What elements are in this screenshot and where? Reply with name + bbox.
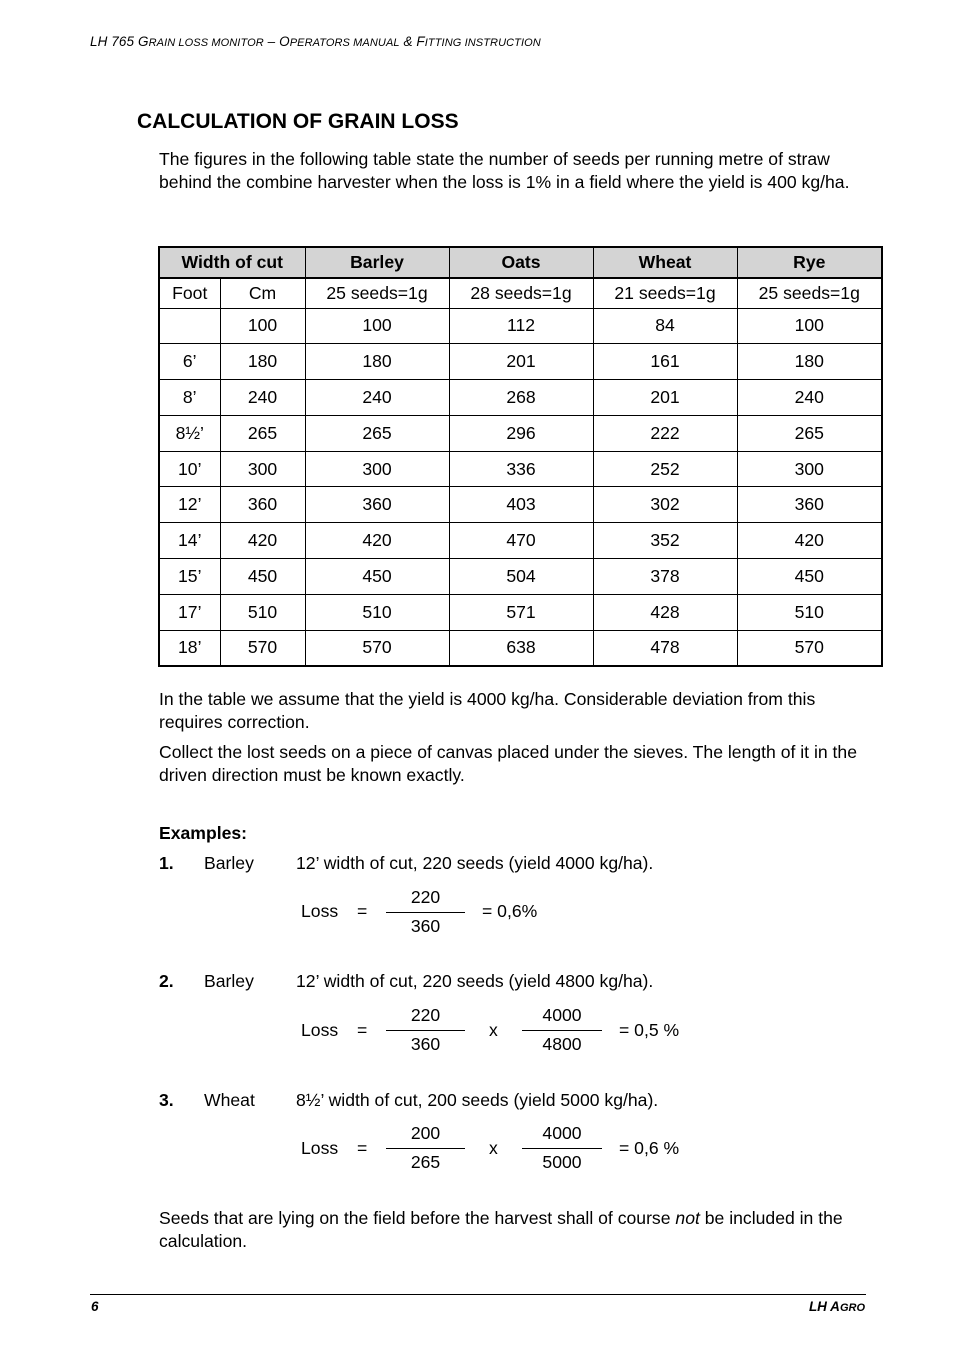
table-cell: 265 xyxy=(220,415,305,451)
example-description: 12’ width of cut, 220 seeds (yield 4800 kg/ha). xyxy=(296,971,654,991)
loss-result: = 0,6% xyxy=(482,901,538,921)
table-cell: 100 xyxy=(737,308,882,344)
table-cell: 252 xyxy=(593,451,737,487)
equals-sign: = xyxy=(357,901,368,921)
table-cell: 180 xyxy=(737,344,882,380)
table-cell: 180 xyxy=(220,344,305,380)
table-cell: 638 xyxy=(449,630,593,666)
example-crop: Barley xyxy=(204,971,254,991)
table-cell: 12’ xyxy=(159,487,220,523)
table-row xyxy=(159,594,882,630)
equals-sign: = xyxy=(357,1020,368,1040)
yield-note: In the table we assume that the yield is 4000 kg/ha. Considerable deviation from this requires correction. xyxy=(159,689,816,732)
table-cell: 378 xyxy=(593,559,737,595)
table-cell: 571 xyxy=(449,594,593,630)
table-cell: 8½’ xyxy=(159,415,220,451)
fraction-numerator: 4000 xyxy=(542,1123,582,1143)
table-cell: 336 xyxy=(449,451,593,487)
closing-text: be included in the calculation. xyxy=(159,1208,843,1251)
column-header: Rye xyxy=(737,247,882,278)
table-cell: 510 xyxy=(220,594,305,630)
example-crop: Barley xyxy=(204,853,254,873)
multiply-sign: x xyxy=(489,1138,498,1158)
table-row xyxy=(159,308,882,344)
table-cell: 112 xyxy=(449,308,593,344)
table-cell: 420 xyxy=(737,523,882,559)
loss-label: Loss xyxy=(301,1138,339,1158)
example-number: 3. xyxy=(159,1090,174,1110)
table-cell: 510 xyxy=(305,594,449,630)
table-cell: 570 xyxy=(737,630,882,666)
table-cell: 352 xyxy=(593,523,737,559)
table-cell: 420 xyxy=(220,523,305,559)
table-row xyxy=(159,523,882,559)
fraction-denominator: 4800 xyxy=(542,1034,582,1054)
table-cell: 504 xyxy=(449,559,593,595)
table-cell: 15’ xyxy=(159,559,220,595)
table-cell: 450 xyxy=(220,559,305,595)
example-number: 1. xyxy=(159,853,174,873)
table-cell: 100 xyxy=(305,308,449,344)
table-cell: 300 xyxy=(305,451,449,487)
table-cell: 302 xyxy=(593,487,737,523)
unit-cell: Cm xyxy=(220,278,305,308)
loss-label: Loss xyxy=(301,1020,339,1040)
table-cell: 240 xyxy=(220,380,305,416)
table-cell: 403 xyxy=(449,487,593,523)
fraction-denominator: 265 xyxy=(410,1152,441,1172)
unit-cell: 21 seeds=1g xyxy=(593,278,737,308)
fraction-bar xyxy=(522,1148,602,1149)
fraction-bar xyxy=(386,1148,465,1149)
fraction-numerator: 220 xyxy=(410,1005,441,1025)
intro-paragraph: The figures in the following table state the number of seeds per running metre of straw behind the combine harvester when the loss is 1% in a field where the yield is 400 kg/ha. xyxy=(159,149,850,192)
closing-paragraph xyxy=(159,1207,869,1252)
table-cell: 300 xyxy=(737,451,882,487)
unit-cell: 25 seeds=1g xyxy=(737,278,882,308)
table-cell: 161 xyxy=(593,344,737,380)
page-number: 6 xyxy=(91,1299,99,1314)
table-cell: 84 xyxy=(593,308,737,344)
table-cell: 450 xyxy=(305,559,449,595)
table-header-row xyxy=(159,247,882,278)
unit-cell: Foot xyxy=(159,278,220,308)
loss-result: = 0,5 % xyxy=(619,1020,680,1040)
table-row xyxy=(159,487,882,523)
table-cell: 570 xyxy=(305,630,449,666)
table-cell: 8’ xyxy=(159,380,220,416)
fraction-denominator: 360 xyxy=(410,1034,441,1054)
fraction-denominator: 5000 xyxy=(542,1152,582,1172)
table-row xyxy=(159,451,882,487)
closing-text: Seeds that are lying on the field before the harvest shall of course xyxy=(159,1208,676,1228)
table-cell: 17’ xyxy=(159,594,220,630)
fraction-numerator: 220 xyxy=(410,887,441,907)
fraction-numerator: 200 xyxy=(410,1123,441,1143)
table-cell: 268 xyxy=(449,380,593,416)
page-title: CALCULATION OF GRAIN LOSS xyxy=(137,110,459,133)
grain-loss-table xyxy=(158,246,883,667)
units-row xyxy=(159,278,882,308)
table-row xyxy=(159,559,882,595)
table-cell: 300 xyxy=(220,451,305,487)
table-cell: 240 xyxy=(737,380,882,416)
table-row xyxy=(159,630,882,666)
table-cell: 360 xyxy=(737,487,882,523)
table-cell: 265 xyxy=(305,415,449,451)
fraction-bar xyxy=(386,1030,465,1031)
multiply-sign: x xyxy=(489,1020,498,1040)
fraction-bar xyxy=(522,1030,602,1031)
canvas-note: Collect the lost seeds on a piece of canvas placed under the sieves. The length of it in the driven direction must be known exactly. xyxy=(159,742,857,785)
example-crop: Wheat xyxy=(204,1090,255,1110)
loss-result: = 0,6 % xyxy=(619,1138,680,1158)
examples-heading: Examples: xyxy=(159,823,248,843)
table-cell: 420 xyxy=(305,523,449,559)
table-cell: 240 xyxy=(305,380,449,416)
table-cell: 428 xyxy=(593,594,737,630)
example-number: 2. xyxy=(159,971,174,991)
table-cell: 6’ xyxy=(159,344,220,380)
running-header: LH 765 GRAIN LOSS MONITOR – OPERATORS MANUAL & FITTING INSTRUCTION xyxy=(90,34,541,49)
example-description: 8½’ width of cut, 200 seeds (yield 5000 kg/ha). xyxy=(296,1090,659,1110)
table-cell xyxy=(159,308,220,344)
closing-emphasis: not xyxy=(675,1208,700,1228)
example-description: 12’ width of cut, 220 seeds (yield 4000 kg/ha). xyxy=(296,853,654,873)
column-header: Oats xyxy=(449,247,593,278)
table-cell: 14’ xyxy=(159,523,220,559)
table-cell: 222 xyxy=(593,415,737,451)
table-cell: 296 xyxy=(449,415,593,451)
table-row xyxy=(159,344,882,380)
table-cell: 360 xyxy=(220,487,305,523)
table-cell: 450 xyxy=(737,559,882,595)
table-cell: 510 xyxy=(737,594,882,630)
table-cell: 201 xyxy=(449,344,593,380)
loss-label: Loss xyxy=(301,901,339,921)
table-cell: 570 xyxy=(220,630,305,666)
footer-divider xyxy=(90,1294,866,1295)
table-cell: 10’ xyxy=(159,451,220,487)
column-header: Width of cut xyxy=(159,247,305,278)
table-cell: 360 xyxy=(305,487,449,523)
table-cell: 18’ xyxy=(159,630,220,666)
fraction-denominator: 360 xyxy=(410,916,441,936)
table-row xyxy=(159,380,882,416)
column-header: Barley xyxy=(305,247,449,278)
table-row xyxy=(159,415,882,451)
table-cell: 201 xyxy=(593,380,737,416)
column-header: Wheat xyxy=(593,247,737,278)
unit-cell: 28 seeds=1g xyxy=(449,278,593,308)
fraction-numerator: 4000 xyxy=(542,1005,582,1025)
table-cell: 180 xyxy=(305,344,449,380)
equals-sign: = xyxy=(357,1138,368,1158)
footer-brand: LH AGRO xyxy=(808,1299,865,1314)
table-cell: 100 xyxy=(220,308,305,344)
table-cell: 265 xyxy=(737,415,882,451)
table-cell: 470 xyxy=(449,523,593,559)
fraction-bar xyxy=(386,912,465,913)
unit-cell: 25 seeds=1g xyxy=(305,278,449,308)
table-cell: 478 xyxy=(593,630,737,666)
